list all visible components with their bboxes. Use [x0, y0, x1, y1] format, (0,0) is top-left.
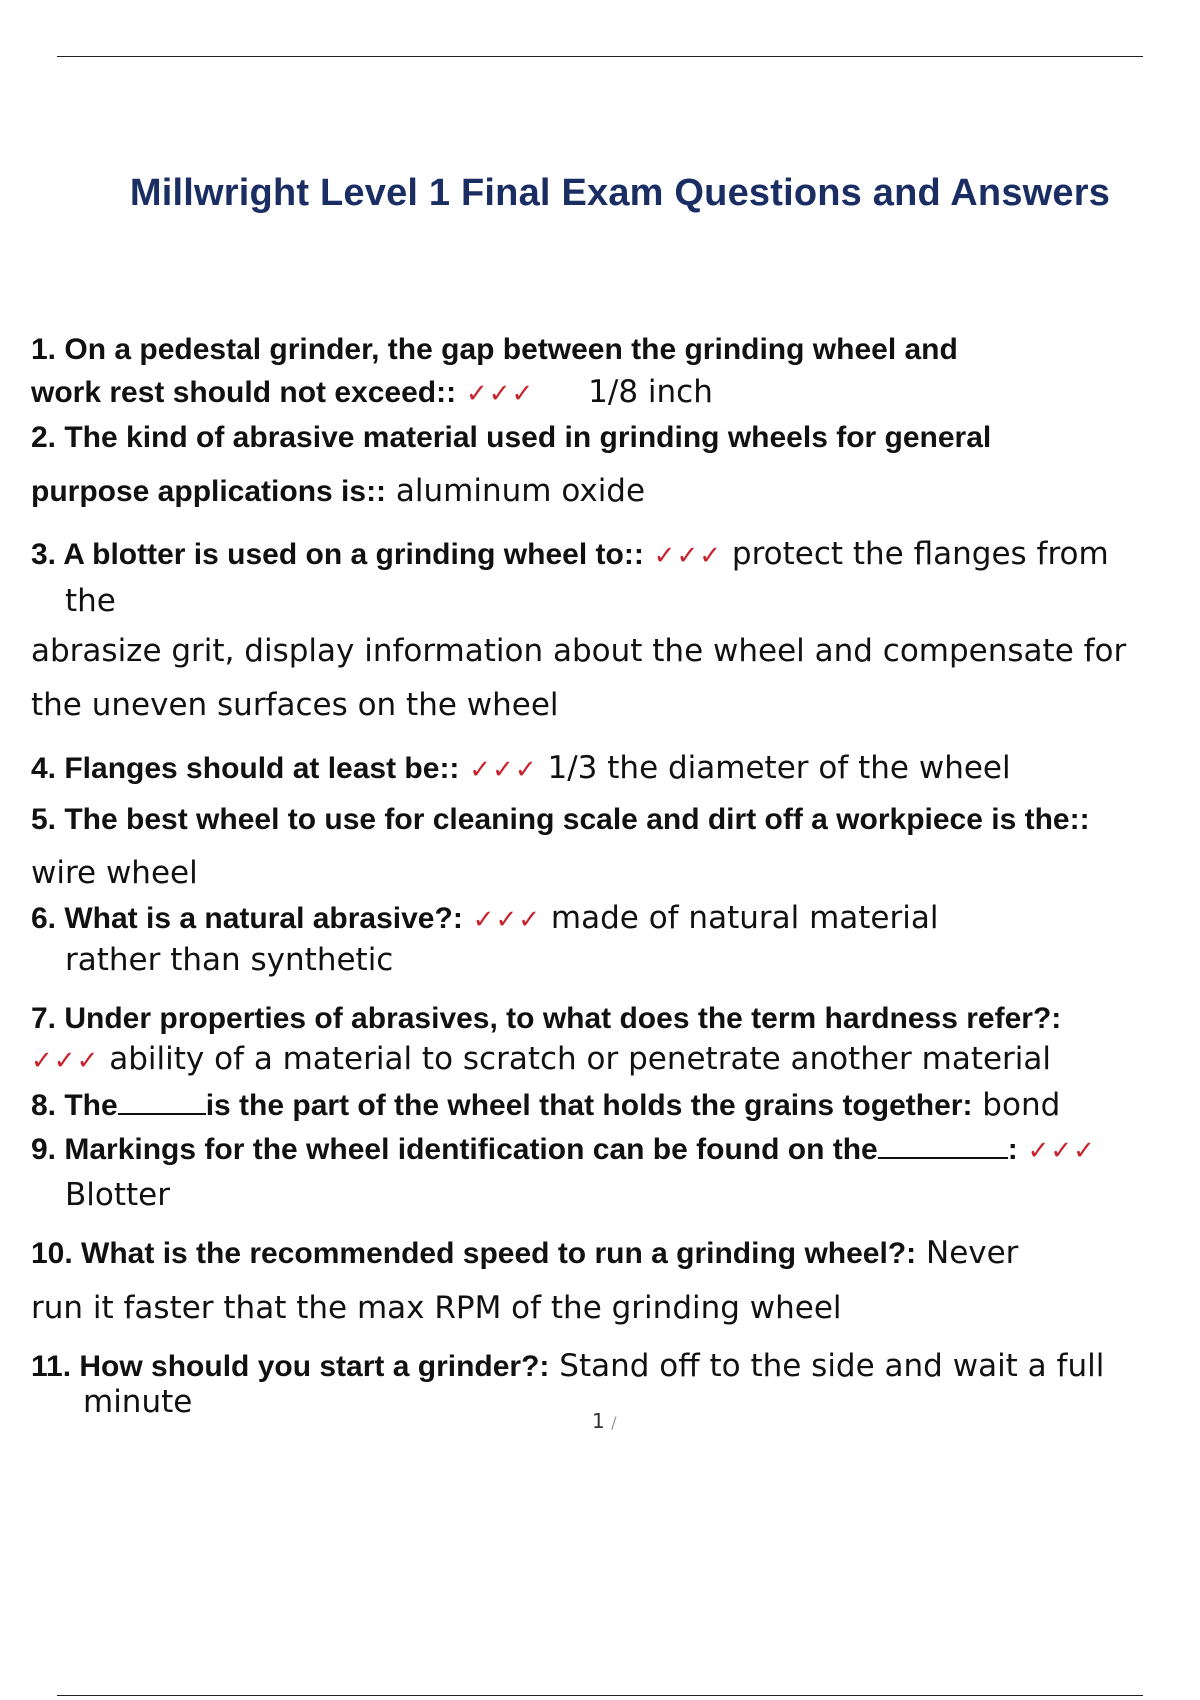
answer-10-part-1: Never: [926, 1235, 1019, 1271]
question-7-text: 7. Under properties of abrasives, to what does the term hardness refer?:: [31, 1002, 1062, 1035]
answer-10-part-2: run it faster that the max RPM of the grinding wheel: [31, 1290, 842, 1326]
question-10-text: 10. What is the recommended speed to run a grinding wheel?:: [31, 1237, 917, 1270]
answer-7-line: [31, 1041, 1051, 1079]
question-4-line: [31, 750, 1011, 788]
question-1-line-1: [31, 331, 958, 368]
answer-11-line-2: [83, 1384, 192, 1420]
fill-in-blank: [878, 1131, 1008, 1159]
footer-rule: [57, 1695, 1143, 1696]
answer-3-line-3: [31, 633, 1126, 669]
question-11-text: 11. How should you start a grinder?:: [31, 1350, 550, 1383]
answer-2: aluminum oxide: [395, 473, 646, 509]
answer-11-part-2: minute: [83, 1384, 193, 1420]
answer-6-line-2: [65, 942, 393, 978]
question-8-text-post: is the part of the wheel that holds the grains together:: [205, 1089, 973, 1122]
answer-3-part-3: abrasize grit, display information about the wheel and compensate for: [31, 633, 1127, 669]
question-7-line: [31, 1000, 1061, 1037]
answer-3-line-2: [65, 583, 116, 619]
answer-1: 1/8 inch: [588, 374, 713, 410]
question-2-text-cont: purpose applications is::: [31, 475, 387, 508]
question-1-text-cont: work rest should not exceed::: [31, 376, 457, 409]
header-rule: [57, 56, 1143, 57]
answer-4: 1/3 the diameter of the wheel: [547, 750, 1011, 786]
page-number-separator: /: [611, 1413, 617, 1432]
answer-5-line: [31, 855, 198, 891]
page-number: [592, 1409, 616, 1433]
question-9-line: [31, 1131, 1096, 1169]
check-marks-icon: ✓✓✓: [653, 541, 723, 571]
answer-6-part-2: rather than synthetic: [65, 942, 394, 978]
question-8-line: [31, 1087, 1060, 1124]
question-1-text: 1. On a pedestal grinder, the gap between the grinding wheel and: [31, 333, 958, 366]
answer-9: Blotter: [65, 1177, 170, 1213]
answer-9-line: [65, 1177, 170, 1213]
check-marks-icon: ✓✓✓: [31, 1046, 100, 1076]
answer-8: bond: [982, 1087, 1061, 1123]
answer-10-line-2: [31, 1290, 842, 1326]
question-2-text: 2. The kind of abrasive material used in grinding wheels for general: [31, 421, 992, 454]
answer-3-part-2: the: [65, 583, 116, 619]
fill-in-blank: [118, 1087, 206, 1115]
question-3-text: 3. A blotter is used on a grinding wheel to::: [31, 538, 644, 571]
question-4-text: 4. Flanges should at least be::: [31, 752, 460, 785]
check-marks-icon: ✓✓✓: [465, 379, 535, 409]
question-9-text-pre: 9. Markings for the wheel identification can be found on the: [31, 1133, 878, 1166]
answer-6-part-1: made of natural material: [550, 900, 939, 936]
question-2-line-2: [31, 473, 645, 510]
answer-5: wire wheel: [31, 855, 198, 891]
question-1-line-2: [31, 374, 713, 412]
question-2-line-1: [31, 419, 991, 456]
answer-3-line-4: [31, 687, 559, 723]
question-5-line: [31, 801, 1090, 838]
question-6-text: 6. What is a natural abrasive?:: [31, 902, 463, 935]
question-10-line: [31, 1235, 1018, 1272]
question-9-text-post: :: [1007, 1133, 1018, 1166]
question-5-text: 5. The best wheel to use for cleaning scale and dirt off a workpiece is the::: [31, 803, 1090, 836]
check-marks-icon: ✓✓✓: [472, 905, 542, 935]
check-marks-icon: ✓✓✓: [1027, 1136, 1096, 1166]
answer-3-part-1: protect the flanges from: [731, 536, 1109, 572]
question-3-line-1: [31, 536, 1109, 574]
answer-11-part-1: Stand off to the side and wait a full: [559, 1348, 1105, 1384]
answer-7: ability of a material to scratch or penetrate another material: [109, 1041, 1052, 1077]
question-11-line: [31, 1348, 1104, 1385]
question-8-text-pre: 8. The: [31, 1089, 118, 1122]
page-number-value: 1: [592, 1409, 605, 1433]
answer-3-part-4: the uneven surfaces on the wheel: [31, 687, 559, 723]
question-6-line: [31, 900, 938, 938]
check-marks-icon: ✓✓✓: [469, 755, 538, 785]
page-title: Millwright Level 1 Final Exam Questions and Answers: [129, 172, 1111, 214]
